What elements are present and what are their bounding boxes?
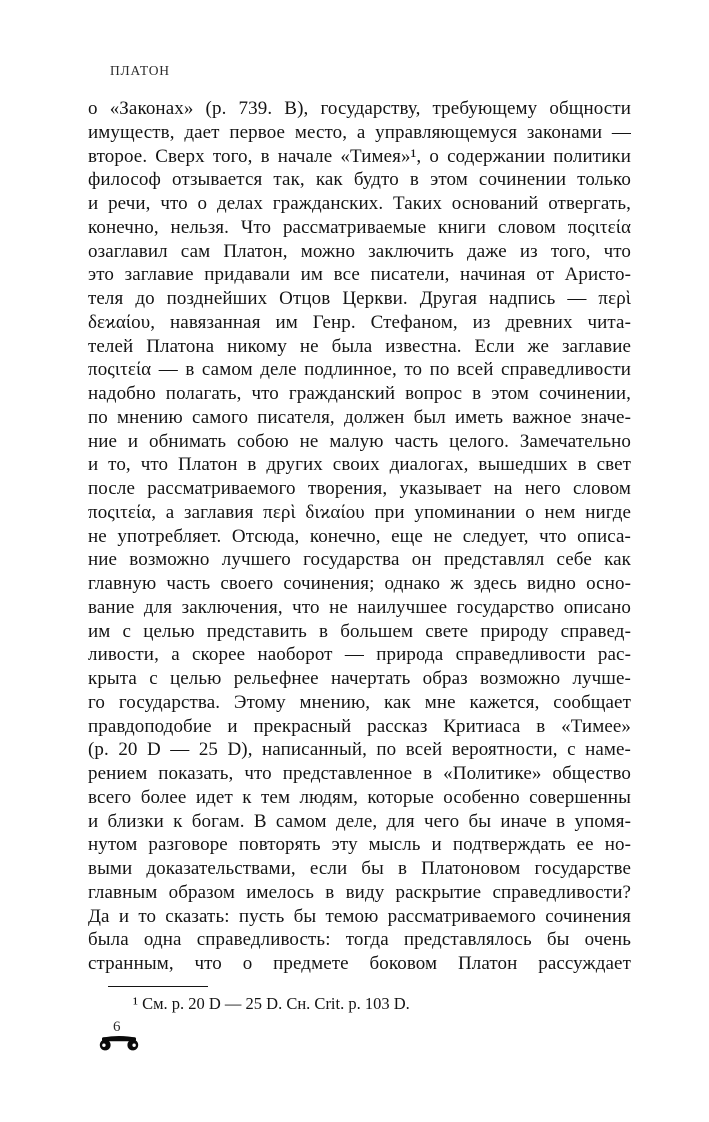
body-text-line: главным образом имелось в виду раскрытие справедливости?	[88, 881, 631, 903]
body-text-line: странным, что о предмете боковом Платон рассуждает	[88, 953, 631, 974]
body-text-line: имуществ, дает первое место, а управляющемуся законами —	[88, 121, 631, 143]
body-text-line: второе. Сверх того, в начале «Тимея»¹, о содержании политики	[88, 145, 631, 167]
body-text-line: теля до позднейших Отцов Церкви. Другая надпись — περὶ	[88, 288, 631, 309]
body-text-line: рением показать, что представленное в «Политике» общество	[88, 763, 631, 784]
body-text-line: озаглавил сам Платон, можно заключить даже из того, что	[88, 240, 631, 262]
body-text-line: ливости, а скорее наоборот — природа справедливости рас-	[88, 644, 631, 666]
body-text-line: по мнению самого писателя, должен был иметь важное значе-	[88, 406, 631, 428]
footnote-separator-rule	[108, 986, 208, 987]
body-text-line: го государства. Этому мнению, как мне кажется, сообщает	[88, 691, 631, 713]
body-text-line: и то, что Платон в других своих диалогах, вышедших в свет	[88, 454, 631, 476]
body-text-line: не употребляет. Отсюда, конечно, еще не следует, что описа-	[88, 525, 631, 547]
body-text-line: надобно полагать, что гражданский вопрос в этом сочинении,	[88, 383, 631, 404]
body-text-line: была одна справедливость: тогда представлялось бы очень	[88, 929, 631, 951]
body-text-line: главную часть своего сочинения; однако ж здесь видно осно-	[88, 573, 631, 594]
body-text-line: ние возможно лучшего государства он представлял себе как	[88, 549, 631, 571]
body-text-line: Да и то сказать: пусть бы темою рассматриваемого сочинения	[88, 905, 631, 927]
footnote: ¹ См. p. 20 D — 25 D. Сн. Crit. p. 103 D.	[133, 994, 410, 1013]
page-number: 6	[113, 1019, 121, 1035]
body-text-line: всего более идет к тем людям, которые особенно совершенны	[88, 786, 631, 808]
body-text-line: после рассматриваемого творения, указывает на него словом	[88, 478, 631, 499]
body-text-line: конечно, нельзя. Что рассматриваемые книги словом ποςιτεία	[88, 216, 631, 238]
body-text-line: и близки к богам. В самом деле, для чего бы иначе в упомя-	[88, 810, 631, 832]
body-text-line: δεϰαίου, навязанная им Генр. Стефаном, из древних чита-	[88, 311, 631, 333]
body-text-block	[88, 97, 631, 976]
body-text-line: нутом разговоре повторять эту мысль и подтверждать ее но-	[88, 834, 631, 856]
body-text-line: о «Законах» (p. 739. B), государству, требующему общности	[88, 98, 631, 119]
body-text-line: это заглавие придавали им все писатели, начиная от Аристо-	[88, 264, 631, 286]
body-text-line: ние и обнимать собою не малую часть целого. Замечательно	[88, 430, 631, 452]
body-text-line: телей Платона никому не была известна. Если же заглавие	[88, 335, 631, 357]
running-head: ПЛАТОН	[110, 63, 170, 78]
body-text-line: выми доказательствами, если бы в Платоновом государстве	[88, 858, 631, 879]
body-text-line: (p. 20 D — 25 D), написанный, по всей вероятности, с наме-	[88, 739, 631, 761]
scroll-ornament-icon	[98, 1036, 140, 1051]
body-text-line: им с целью представить в большем свете природу справед-	[88, 620, 631, 642]
body-text-line: ποςιτεία — в самом деле подлинное, то по всей справедливости	[88, 359, 631, 381]
body-text-line: крыта с целью рельефнее начертать образ возможно лучше-	[88, 668, 631, 689]
body-text-line: ποςιτεία, а заглавия περὶ διϰαίου при упоминании о нем нигде	[88, 501, 631, 523]
body-text-line: и речи, что о делах гражданских. Таких оснований отвергать,	[88, 193, 631, 214]
body-text-line: философ отзывается так, как будто в этом сочинении только	[88, 169, 631, 191]
body-text-line: вание для заключения, что не наилучшее государство описано	[88, 596, 631, 618]
body-text-line: правдоподобие и прекрасный рассказ Критиаса в «Тимее»	[88, 715, 631, 737]
